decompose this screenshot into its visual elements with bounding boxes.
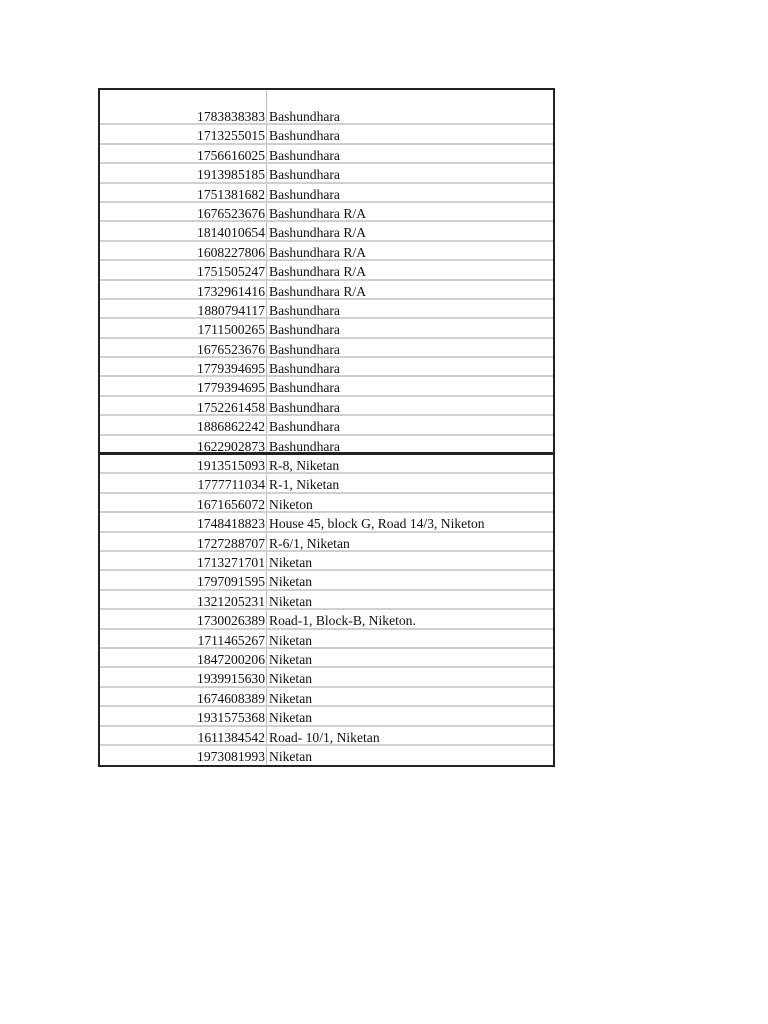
phone-cell: 1847200206 bbox=[100, 649, 267, 666]
table-row bbox=[100, 184, 553, 203]
area-cell: Bashundhara bbox=[269, 186, 340, 202]
phone-cell: 1732961416 bbox=[100, 281, 267, 298]
table-row bbox=[100, 513, 553, 532]
phone-cell: 1797091595 bbox=[100, 571, 267, 588]
table-body bbox=[100, 106, 553, 765]
area-cell: R-8, Niketan bbox=[269, 458, 340, 474]
area-cell: Bashundhara R/A bbox=[269, 283, 367, 299]
table-row bbox=[100, 610, 553, 629]
area-cell: Bashundhara R/A bbox=[269, 264, 367, 280]
table-row bbox=[100, 436, 553, 455]
table-row bbox=[100, 358, 553, 377]
phone-cell: 1752261458 bbox=[100, 397, 267, 414]
phone-cell: 1676523676 bbox=[100, 203, 267, 220]
table-row bbox=[100, 630, 553, 649]
table-row bbox=[100, 164, 553, 183]
area-cell: Bashundhara bbox=[269, 438, 340, 454]
phone-cell: 1777711034 bbox=[100, 474, 267, 491]
phone-cell: 1730026389 bbox=[100, 610, 267, 627]
table-row bbox=[100, 727, 553, 746]
phone-cell: 1711465267 bbox=[100, 630, 267, 647]
area-cell: Bashundhara bbox=[269, 419, 340, 435]
table-row bbox=[100, 300, 553, 319]
area-cell: Bashundhara bbox=[269, 167, 340, 183]
phone-cell: 1756616025 bbox=[100, 145, 267, 162]
table-row bbox=[100, 242, 553, 261]
table-row bbox=[100, 261, 553, 280]
phone-cell: 1713255015 bbox=[100, 125, 267, 142]
phone-cell: 1751505247 bbox=[100, 261, 267, 278]
area-cell: Bashundhara bbox=[269, 399, 340, 415]
area-cell: Bashundhara bbox=[269, 302, 340, 318]
phone-cell: 1814010654 bbox=[100, 222, 267, 239]
table-row bbox=[100, 222, 553, 241]
area-cell: Niketon bbox=[269, 496, 313, 512]
table-row bbox=[100, 474, 553, 493]
area-cell: Niketan bbox=[269, 710, 313, 726]
table-row bbox=[100, 494, 553, 513]
table-row bbox=[100, 377, 553, 396]
table-row bbox=[100, 125, 553, 144]
table-row bbox=[100, 397, 553, 416]
phone-cell: 1676523676 bbox=[100, 339, 267, 356]
area-cell: Niketan bbox=[269, 593, 313, 609]
area-cell: Bashundhara bbox=[269, 128, 340, 144]
phone-cell: 1779394695 bbox=[100, 377, 267, 394]
table-row bbox=[100, 106, 553, 125]
phone-cell: 1611384542 bbox=[100, 727, 267, 744]
phone-cell: 1321205231 bbox=[100, 591, 267, 608]
phone-cell: 1973081993 bbox=[100, 746, 267, 765]
area-cell: R-6/1, Niketan bbox=[269, 535, 350, 551]
area-cell: Bashundhara R/A bbox=[269, 244, 367, 260]
phone-cell: 1727288707 bbox=[100, 533, 267, 550]
spreadsheet-table bbox=[98, 88, 555, 767]
area-cell: Bashundhara R/A bbox=[269, 225, 367, 241]
phone-cell: 1886862242 bbox=[100, 416, 267, 433]
area-cell: Niketan bbox=[269, 671, 313, 687]
table-row bbox=[100, 145, 553, 164]
table-row bbox=[100, 552, 553, 571]
table-row bbox=[100, 319, 553, 338]
table-row bbox=[100, 649, 553, 668]
area-cell: Niketan bbox=[269, 690, 313, 706]
table-row bbox=[100, 416, 553, 435]
area-cell: Niketan bbox=[269, 554, 313, 570]
table-row bbox=[100, 533, 553, 552]
phone-cell: 1674608389 bbox=[100, 688, 267, 705]
phone-cell: 1671656072 bbox=[100, 494, 267, 511]
column-divider bbox=[266, 90, 267, 106]
phone-cell: 1711500265 bbox=[100, 319, 267, 336]
phone-cell: 1783838383 bbox=[100, 106, 267, 123]
table-row bbox=[100, 746, 553, 765]
table-row bbox=[100, 455, 553, 474]
phone-cell: 1748418823 bbox=[100, 513, 267, 530]
area-cell: House 45, block G, Road 14/3, Niketon bbox=[269, 516, 485, 532]
table-row bbox=[100, 688, 553, 707]
phone-cell: 1913985185 bbox=[100, 164, 267, 181]
area-cell: Niketan bbox=[269, 651, 313, 667]
area-cell: Bashundhara bbox=[269, 341, 340, 357]
area-cell: Bashundhara bbox=[269, 380, 340, 396]
area-cell: Bashundhara bbox=[269, 109, 340, 124]
table-row bbox=[100, 591, 553, 610]
table-row bbox=[100, 281, 553, 300]
table-row bbox=[100, 668, 553, 687]
area-cell: Bashundhara bbox=[269, 147, 340, 163]
phone-cell: 1608227806 bbox=[100, 242, 267, 259]
table-row bbox=[100, 339, 553, 358]
table-row bbox=[100, 203, 553, 222]
table-row bbox=[100, 571, 553, 590]
area-cell: Niketan bbox=[269, 574, 313, 590]
phone-cell: 1913515093 bbox=[100, 455, 267, 472]
table-row bbox=[100, 707, 553, 726]
area-cell: Niketan bbox=[269, 748, 313, 764]
phone-cell: 1779394695 bbox=[100, 358, 267, 375]
phone-cell: 1880794117 bbox=[100, 300, 267, 317]
blank-header-row bbox=[100, 90, 553, 106]
area-cell: Road- 10/1, Niketan bbox=[269, 729, 380, 745]
area-cell: Bashundhara bbox=[269, 361, 340, 377]
phone-cell: 1751381682 bbox=[100, 184, 267, 201]
phone-cell: 1939915630 bbox=[100, 668, 267, 685]
phone-cell: 1931575368 bbox=[100, 707, 267, 724]
area-cell: Road-1, Block-B, Niketon. bbox=[269, 613, 416, 629]
phone-cell: 1622902873 bbox=[100, 436, 267, 452]
area-cell: R-1, Niketan bbox=[269, 477, 340, 493]
area-cell: Bashundhara R/A bbox=[269, 205, 367, 221]
area-cell: Niketan bbox=[269, 632, 313, 648]
area-cell: Bashundhara bbox=[269, 322, 340, 338]
phone-cell: 1713271701 bbox=[100, 552, 267, 569]
